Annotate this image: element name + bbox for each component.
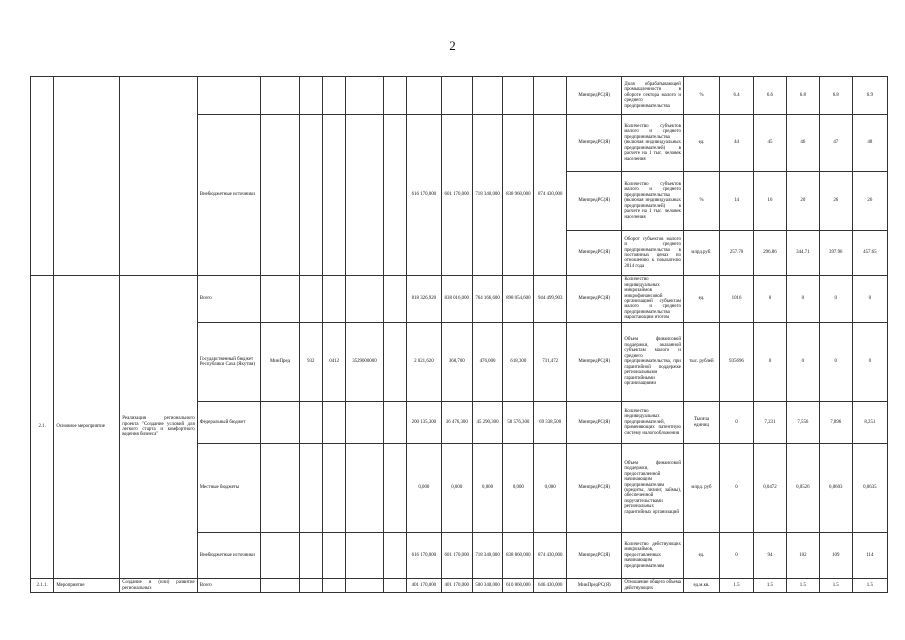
unit-cell: % [683,77,719,115]
section-type: Основное мероприятие [54,276,120,579]
table-row: Местные бюджеты 0,000 0,000 0,000 0,000 0,000 МинпредРС(Я) Объем финансовой поддержки, предоставленной начинающим предпринимателям (кредиты, лизинг, займы), обеспеченной поручительствами региональных гарантийных организаций млрд. руб 0 0,0472 0,0526 0,0603 0,0635 [31,444,888,533]
section-name: Создание и (или) развитие региональных [120,579,198,593]
section-number: 2.1. [31,276,54,579]
indicator-cell: Доля обрабатывающей промышленности в обороте сектора малого и среднего предпринимательства [622,77,684,115]
section-number: 2.1.1. [31,579,54,593]
funding-source: Федеральный бюджет [197,402,261,444]
table-row: МинпредРС(Я) Доля обрабатывающей промышленности в обороте сектора малого и среднего предпринимательства % 6.4 6.6 6.8 6.8 6.9 [31,77,888,115]
org-cell: МинпредРС(Я) [567,77,622,115]
funding-source: Местные бюджеты [197,444,261,533]
table-row: 2.1.1. Мероприятие Создание и (или) развитие региональных Всего 401 170,000 401 170,000 500 340,000 610 860,000 646 430,000 МинПредРС(Я) Отношение общего объема действующих ед.м.кв. 1.5 1.5 1.5 1.5 1.5 [31,579,888,593]
funding-source: Внебюджетные источники [197,115,261,276]
section-name: Реализация регионального проекта "Создание условий для легкого старта и комфортного ведения бизнеса" [120,276,198,579]
rzpr-cell: 0412 [322,323,345,402]
executor-cell: МинПред [261,323,299,402]
section-type: Мероприятие [54,579,120,593]
funding-source: Внебюджетные источники [197,533,261,579]
table-row: Внебюджетные источники 616 170,000 601 170,000 718 340,000 838 960,000 874 430,000 МинпредРС(Я) Количество субъектов малого и среднего предпринимательства (включая индивидуальных предпринимателей) в расчете на 1 тыс. человек населения ед. 44 45 46 47 48 [31,115,888,172]
page-number: 2 [449,38,456,53]
csr-cell: 3529000000 [346,323,383,402]
table-row: МинпредРС(Я) Оборот субъектов малого и среднего предпринимательства в постоянных ценах по отношению к показателю 2014 года млрд.руб. 257.70 296.86 344.71 397.96 457.65 [31,231,888,276]
table-row: МинпредРС(Я) Количество субъектов малого и среднего предпринимательства (включая индивидуальных предпринимателей) в расчете на 1 тыс. человек населения % 14 16 20 26 26 [31,172,888,231]
table-row: 2.1. Основное мероприятие Реализация регионального проекта "Создание условий для легкого старта и комфортного ведения бизнеса" Всего 818 326,920 838 016,000 764 166,600 898 054,600 944 499,903 МинпредРС(Я) Количество индивидуальных микрозаймов микрофинансовой организацией субъектам малого и среднего предпринимательства нарастающим итогом ед. 1016 0 0 0 0 [31,276,888,323]
budget-table [30,76,888,593]
table-row: Внебюджетные источники 616 170,000 601 170,000 718 340,000 838 860,000 874 430,000 МинпредРС(Я) Количество действующих микрозаймов, предоставленных начинающим предпринимателям ед. 0 94 102 109 114 [31,533,888,579]
funding-source: Всего [197,276,261,323]
funding-source: Всего [197,579,261,593]
table-row: Государственный бюджет Республики Саха (Якутия) МинПред 932 0412 3529000000 2 021,620 368,700 476,000 618,300 731,472 МинпредРС(Я) Объем финансовой поддержки, оказанной субъектам малого и среднего предпринимательства, при гарантийной поддержке региональными гарантийными организациями тыс. рублей 935696 0 0 0 0 [31,323,888,402]
table-row: Федеральный бюджет 200 135,300 36 476,300 45 290,300 58 576,300 69 338,500 МинпредРС(Я) Количество индивидуальных предпринимателей, применяющих патентную систему налогообложения Тысяча единиц 0 7,231 7,556 7,896 8,251 [31,402,888,444]
grbs-cell: 932 [299,323,322,402]
funding-source: Государственный бюджет Республики Саха (Якутия) [197,323,261,402]
